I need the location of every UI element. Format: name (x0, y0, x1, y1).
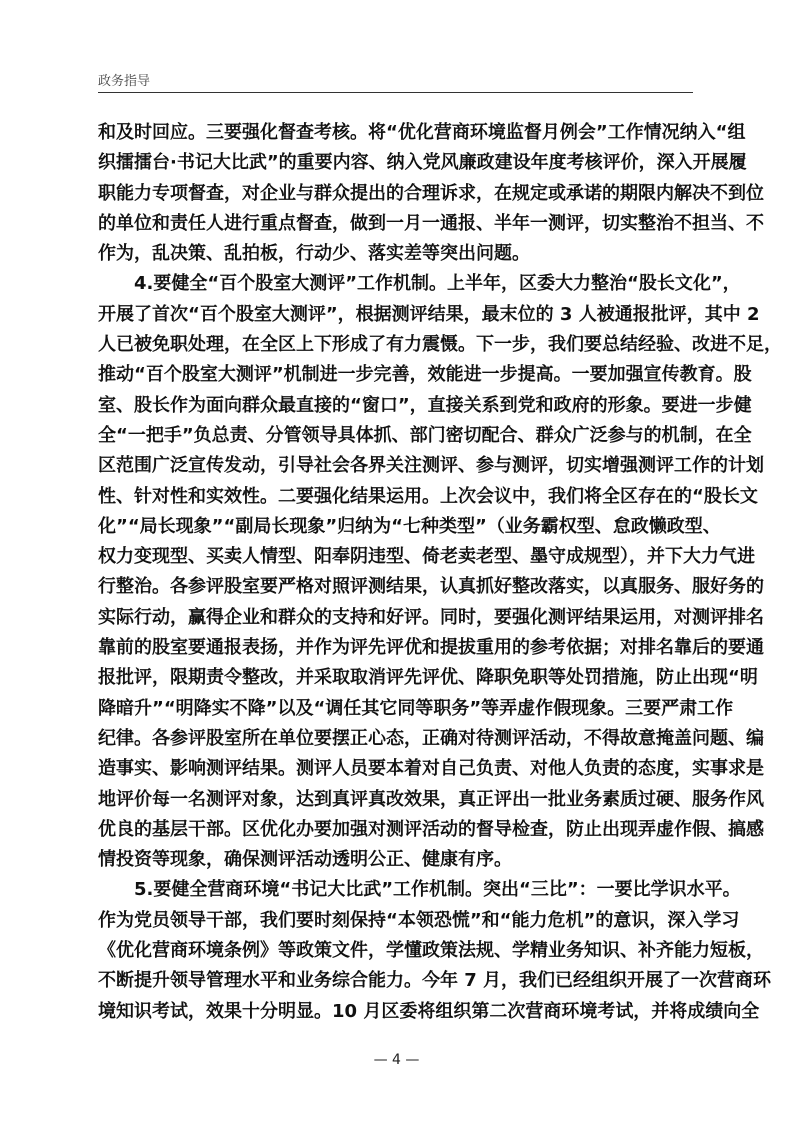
paragraph-2-line: 报批评，限期责令整改，并采取取消评先评优、降职免职等处罚措施，防止出现“明 (98, 667, 758, 689)
paragraph-2-line: 纪律。各参评股室所在单位要摆正心态，正确对待测评活动，不得故意掩盖问题、编 (98, 727, 764, 749)
paragraph-2-line: 降暗升”“明降实不降”以及“调任其它同等职务”等弄虚作假现象。三要严肃工作 (98, 697, 734, 719)
paragraph-3-line: 不断提升领导管理水平和业务综合能力。今年 7 月，我们已经组织开展了一次营商环 (98, 970, 772, 992)
paragraph-1-line: 的单位和责任人进行重点督查，做到一月一通报、半年一测评，切实整治不担当、不 (98, 212, 764, 234)
page-number: — 4 — (373, 1052, 420, 1068)
paragraph-1-line: 职能力专项督查，对企业与群众提出的合理诉求，在规定或承诺的期限内解决不到位 (98, 182, 764, 204)
running-header: 政务指导 (98, 74, 151, 89)
paragraph-2-line: 区范围广泛宣传发动，引导社会各界关注测评、参与测评，切实增强测评工作的计划 (98, 455, 764, 477)
paragraph-2-line: 推动“百个股室大测评”机制进一步完善，效能进一步提高。一要加强宣传教育。股 (98, 364, 752, 386)
paragraph-3-line: 5.要健全营商环境“书记大比武”工作机制。突出“三比”：一要比学识水平。 (134, 879, 741, 901)
paragraph-2-line: 室、股长作为面向群众最直接的“窗口”，直接关系到党和政府的形象。要进一步健 (98, 394, 752, 416)
paragraph-1-line: 织擂擂台·书记大比武”的重要内容、纳入党风廉政建设年度考核评价，深入开展履 (98, 152, 747, 174)
header-divider (98, 92, 693, 93)
paragraph-2-line: 造事实、影响测评结果。测评人员要本着对自己负责、对他人负责的态度，实事求是 (98, 758, 764, 780)
paragraph-2-line: 行整治。各参评股室要严格对照评测结果，认真抓好整改落实，以真服务、服好务的 (98, 576, 764, 598)
document-body (98, 118, 782, 1027)
paragraph-3-line: 作为党员领导干部，我们要时刻保持“本领恐慌”和“能力危机”的意识，深入学习 (98, 909, 740, 931)
paragraph-2-line: 权力变现型、买卖人情型、阳奉阴违型、倚老卖老型、墨守成规型），并下大力气进 (98, 546, 755, 568)
paragraph-1-line: 作为，乱决策、乱拍板，行动少、落实差等突出问题。 (98, 243, 530, 265)
paragraph-2-line: 性、针对性和实效性。二要强化结果运用。上次会议中，我们将全区存在的“股长文 (98, 485, 758, 507)
paragraph-2-line: 全“一把手”负总责、分管领导具体抓、部门密切配合、群众广泛参与的机制，在全 (98, 424, 752, 446)
paragraph-2-line: 情投资等现象，确保测评活动透明公正、健康有序。 (98, 849, 512, 871)
paragraph-2-line: 地评价每一名测评对象，达到真评真改效果，真正评出一批业务素质过硬、服务作风 (98, 788, 764, 810)
paragraph-2-line: 优良的基层干部。区优化办要加强对测评活动的督导检查，防止出现弄虚作假、搞感 (98, 818, 764, 840)
paragraph-2-line: 化”“局长现象”“副局长现象”归纳为“七种类型”（业务霸权型、怠政懒政型、 (98, 515, 721, 537)
paragraph-3-line: 境知识考试，效果十分明显。10 月区委将组织第二次营商环境考试，并将成绩向全 (98, 1000, 760, 1022)
paragraph-1-line: 和及时回应。三要强化督查考核。将“优化营商环境监督月例会”工作情况纳入“组 (98, 122, 746, 143)
paragraph-2-line: 实际行动，赢得企业和群众的支持和好评。同时，要强化测评结果运用，对测评排名 (98, 606, 764, 628)
paragraph-2-line: 人已被免职处理，在全区上下形成了有力震慑。下一步，我们要总结经验、改进不足， (98, 334, 782, 356)
paragraph-2-line: 4.要健全“百个股室大测评”工作机制。上半年，区委大力整治“股长文化”， (134, 273, 741, 295)
paragraph-2-line: 靠前的股室要通报表扬，并作为评先评优和提拔重用的参考依据；对排名靠后的要通 (98, 637, 764, 659)
paragraph-2-line: 开展了首次“百个股室大测评”，根据测评结果，最末位的 3 人被通报批评，其中 2 (98, 303, 760, 325)
paragraph-3-line: 《优化营商环境条例》等政策文件，学懂政策法规、学精业务知识、补齐能力短板， (98, 940, 764, 962)
